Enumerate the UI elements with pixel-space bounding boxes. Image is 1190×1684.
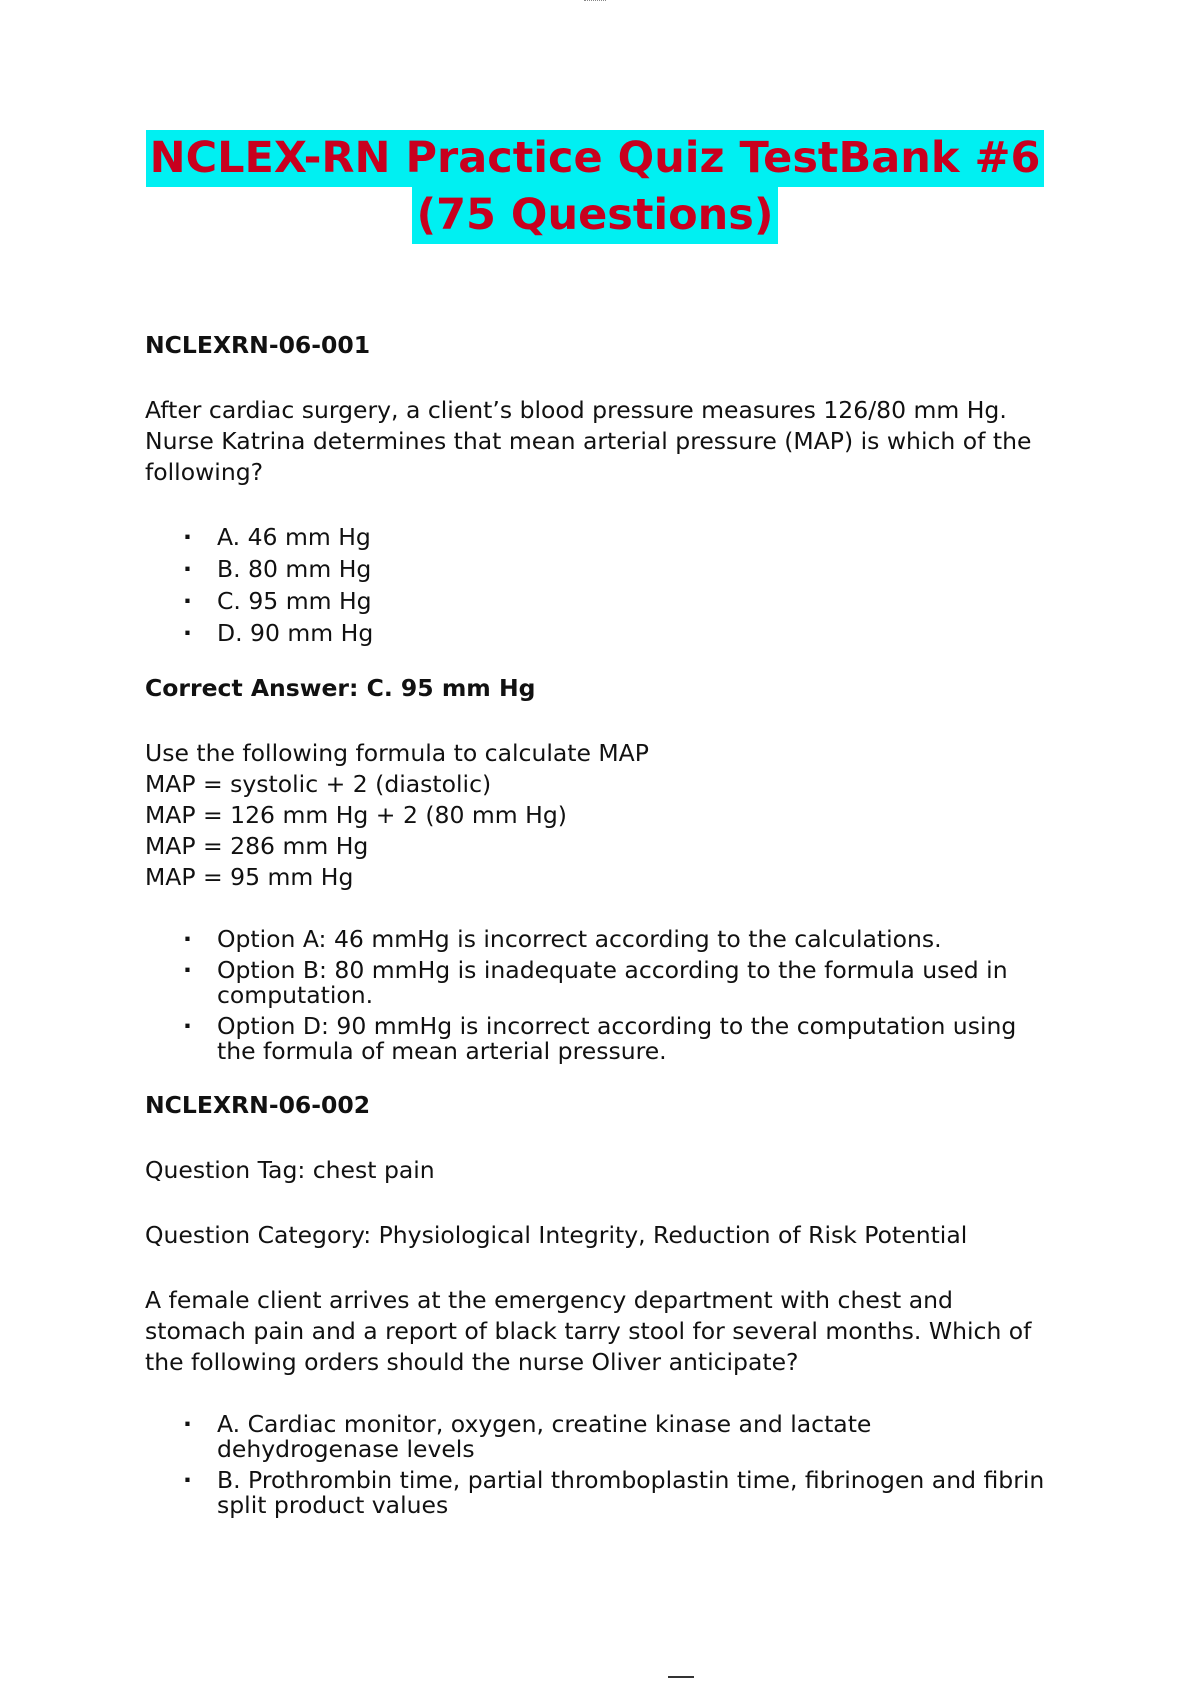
question-category: Question Category: Physiological Integrity, Reduction of Risk Potential <box>145 1221 968 1249</box>
formula-line: MAP = 126 mm Hg + 2 (80 mm Hg) <box>145 801 567 829</box>
option-item: · B. Prothrombin time, partial thromboplastin time, fibrinogen and fibrin split product values <box>217 1468 1055 1518</box>
document-body <box>145 330 1055 1524</box>
document-title <box>0 130 1190 244</box>
rationale-item: · Option A: 46 mmHg is incorrect according to the calculations. <box>217 927 1055 952</box>
correct-answer: Correct Answer: C. 95 mm Hg <box>145 674 536 702</box>
option-item: · A. 46 mm Hg <box>217 522 1055 553</box>
question-id: NCLEXRN-06-002 <box>145 1091 371 1119</box>
answer-options <box>145 522 1055 649</box>
option-item: · D. 90 mm Hg <box>217 618 1055 649</box>
answer-options <box>145 1412 1055 1518</box>
title-line-1: NCLEX-RN Practice Quiz TestBank #6 <box>146 130 1045 187</box>
formula-line: MAP = 286 mm Hg <box>145 832 369 860</box>
rationale-item: · Option B: 80 mmHg is inadequate according to the formula used in computation. <box>217 958 1055 1008</box>
formula-line: Use the following formula to calculate MAP <box>145 739 649 767</box>
option-item: · B. 80 mm Hg <box>217 554 1055 585</box>
question-tag: Question Tag: chest pain <box>145 1156 435 1184</box>
map-formula <box>145 738 1055 893</box>
question-stem: A female client arrives at the emergency department with chest and stomach pain and a report of black tarry stool for several months. Which of the following orders should the nurse Oliver anticipate? <box>145 1286 1032 1376</box>
question-stem: After cardiac surgery, a client’s blood pressure measures 126/80 mm Hg. Nurse Katrina determines that mean arterial pressure (MAP) is which of the following? <box>145 396 1032 486</box>
formula-line: MAP = 95 mm Hg <box>145 863 354 891</box>
page-header-mark <box>584 0 606 3</box>
option-item: · A. Cardiac monitor, oxygen, creatine kinase and lactate dehydrogenase levels <box>217 1412 1055 1462</box>
formula-line: MAP = systolic + 2 (diastolic) <box>145 770 492 798</box>
page-footer-mark <box>668 1676 694 1684</box>
option-item: · C. 95 mm Hg <box>217 586 1055 617</box>
question-id: NCLEXRN-06-001 <box>145 331 371 359</box>
title-line-2: (75 Questions) <box>412 187 777 244</box>
rationale-item: · Option D: 90 mmHg is incorrect according to the computation using the formula of mean arterial pressure. <box>217 1014 1055 1064</box>
rationale-list <box>145 927 1055 1064</box>
